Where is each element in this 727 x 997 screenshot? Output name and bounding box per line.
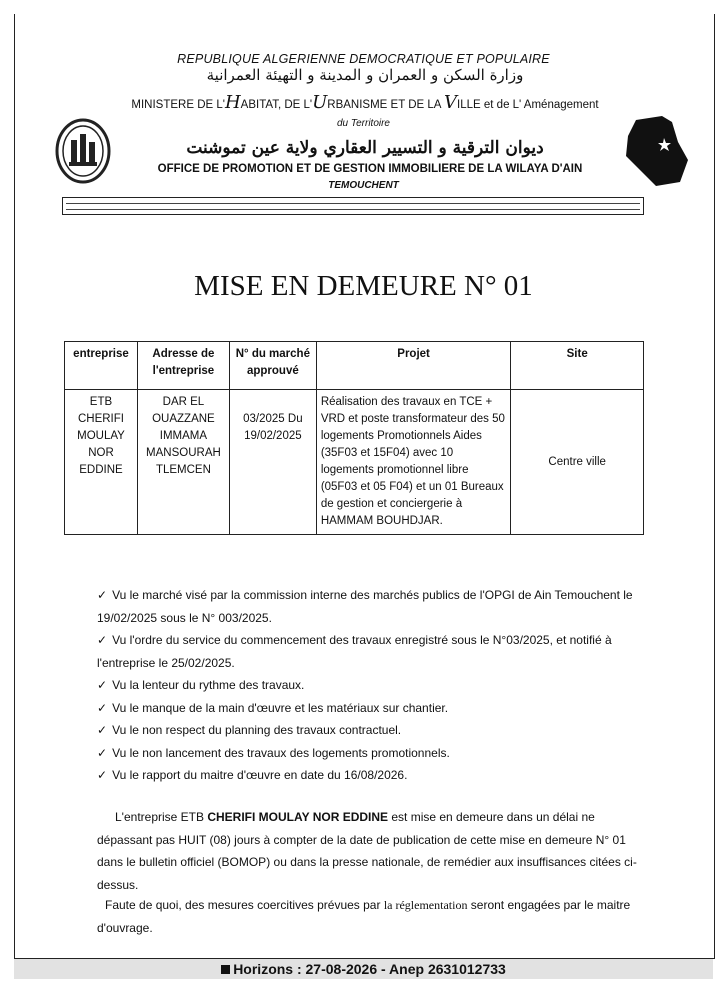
- check-icon: ✓: [97, 678, 108, 692]
- col-header-adresse: Adresse de l'entreprise: [137, 342, 229, 390]
- check-icon: ✓: [97, 700, 108, 715]
- col-header-projet: Projet: [316, 342, 511, 390]
- territoire-line: du Territoire: [337, 118, 390, 129]
- list-item: ✓ Vu le marché visé par la commission interne des marchés publics de l'OPGI de Ain Temouchent le 19/02/2025 sous le N° 003/2025.: [97, 588, 633, 625]
- check-icon: ✓: [97, 723, 108, 737]
- office-arabic: ديوان الترقية و التسيير العقاري ولاية عين تموشنت: [186, 138, 544, 158]
- list-item: ✓ Vu la lenteur du rythme des travaux.: [97, 678, 305, 692]
- formal-notice-paragraph: L'entreprise ETB CHERIFI MOULAY NOR EDDINE est mise en demeure dans un délai ne dépassant pas HUIT (08) jours à compter de la date de publication de cette mise en demeure N° 01 dans le bulletin officiel (BOMOP) ou dans la presse nationale, de remédier aux insuffisances citées ci-dessus.: [97, 810, 637, 892]
- opgi-logo-icon: [55, 118, 111, 184]
- square-bullet-icon: [221, 965, 230, 974]
- list-item: ✓ Vu le non respect du planning des travaux contractuel.: [97, 723, 402, 737]
- republic-heading: REPUBLIQUE ALGERIENNE DEMOCRATIQUE ET POPULAIRE: [177, 52, 550, 66]
- list-item: ✓ Vu l'ordre du service du commencement des travaux enregistré sous le N°03/2025, et notifié à l'entreprise le 25/02/2025.: [97, 633, 612, 670]
- document-title: MISE EN DEMEURE N° 01: [194, 270, 533, 302]
- col-header-entreprise: entreprise: [65, 342, 138, 390]
- ministry-heading: MINISTERE DE L'HABITAT, DE L'URBANISME ET DE LA VILLE et de L' Aménagement: [131, 92, 599, 113]
- algeria-map-icon: [622, 112, 694, 188]
- cell-projet: Réalisation des travaux en TCE + VRD et poste transformateur des 50 logements Promotionnels Aides (35F03 et 15F04) avec 10 logements promotionnel libre (05F03 et 05 F04) et un 01 Bureaux de gestion et conciergerie à HAMMAM BOUHDJAR.: [316, 390, 511, 535]
- table-row: [65, 390, 644, 535]
- ministry-arabic: وزارة السكن و العمران و المدينة و التهيئة العمرانية: [206, 66, 524, 84]
- cell-adresse: DAR EL OUAZZANE IMMAMA MANSOURAH TLEMCEN: [137, 390, 229, 535]
- table-header-row: [65, 342, 644, 390]
- publication-footer: Horizons : 27-08-2026 - Anep 2631012733: [14, 959, 713, 979]
- contract-table: [64, 341, 644, 535]
- check-icon: ✓: [97, 633, 108, 647]
- col-header-marche: N° du marché approuvé: [229, 342, 316, 390]
- office-city: TEMOUCHENT: [328, 180, 399, 191]
- considerations-list: [97, 584, 657, 787]
- office-heading: OFFICE DE PROMOTION ET DE GESTION IMMOBILIERE DE LA WILAYA D'AIN: [157, 163, 583, 175]
- col-header-site: Site: [511, 342, 644, 390]
- company-name: CHERIFI MOULAY NOR EDDINE: [207, 810, 389, 824]
- check-icon: ✓: [97, 768, 108, 782]
- cell-marche: 03/2025 Du 19/02/2025: [229, 390, 316, 535]
- list-item: ✓ Vu le rapport du maitre d'œuvre en date du 16/08/2026.: [97, 768, 408, 782]
- header-divider: [62, 197, 644, 215]
- cell-entreprise: ETB CHERIFI MOULAY NOR EDDINE: [65, 390, 138, 535]
- sanction-paragraph: Faute de quoi, des mesures coercitives prévues par la réglementation seront engagées par le maitre d'ouvrage.: [97, 898, 631, 935]
- list-item: ✓ Vu le non lancement des travaux des logements promotionnels.: [97, 745, 450, 760]
- check-icon: ✓: [97, 588, 108, 602]
- cell-site: Centre ville: [511, 390, 644, 535]
- check-icon: ✓: [97, 745, 108, 760]
- list-item: ✓ Vu le manque de la main d'œuvre et les matériaux sur chantier.: [97, 700, 449, 715]
